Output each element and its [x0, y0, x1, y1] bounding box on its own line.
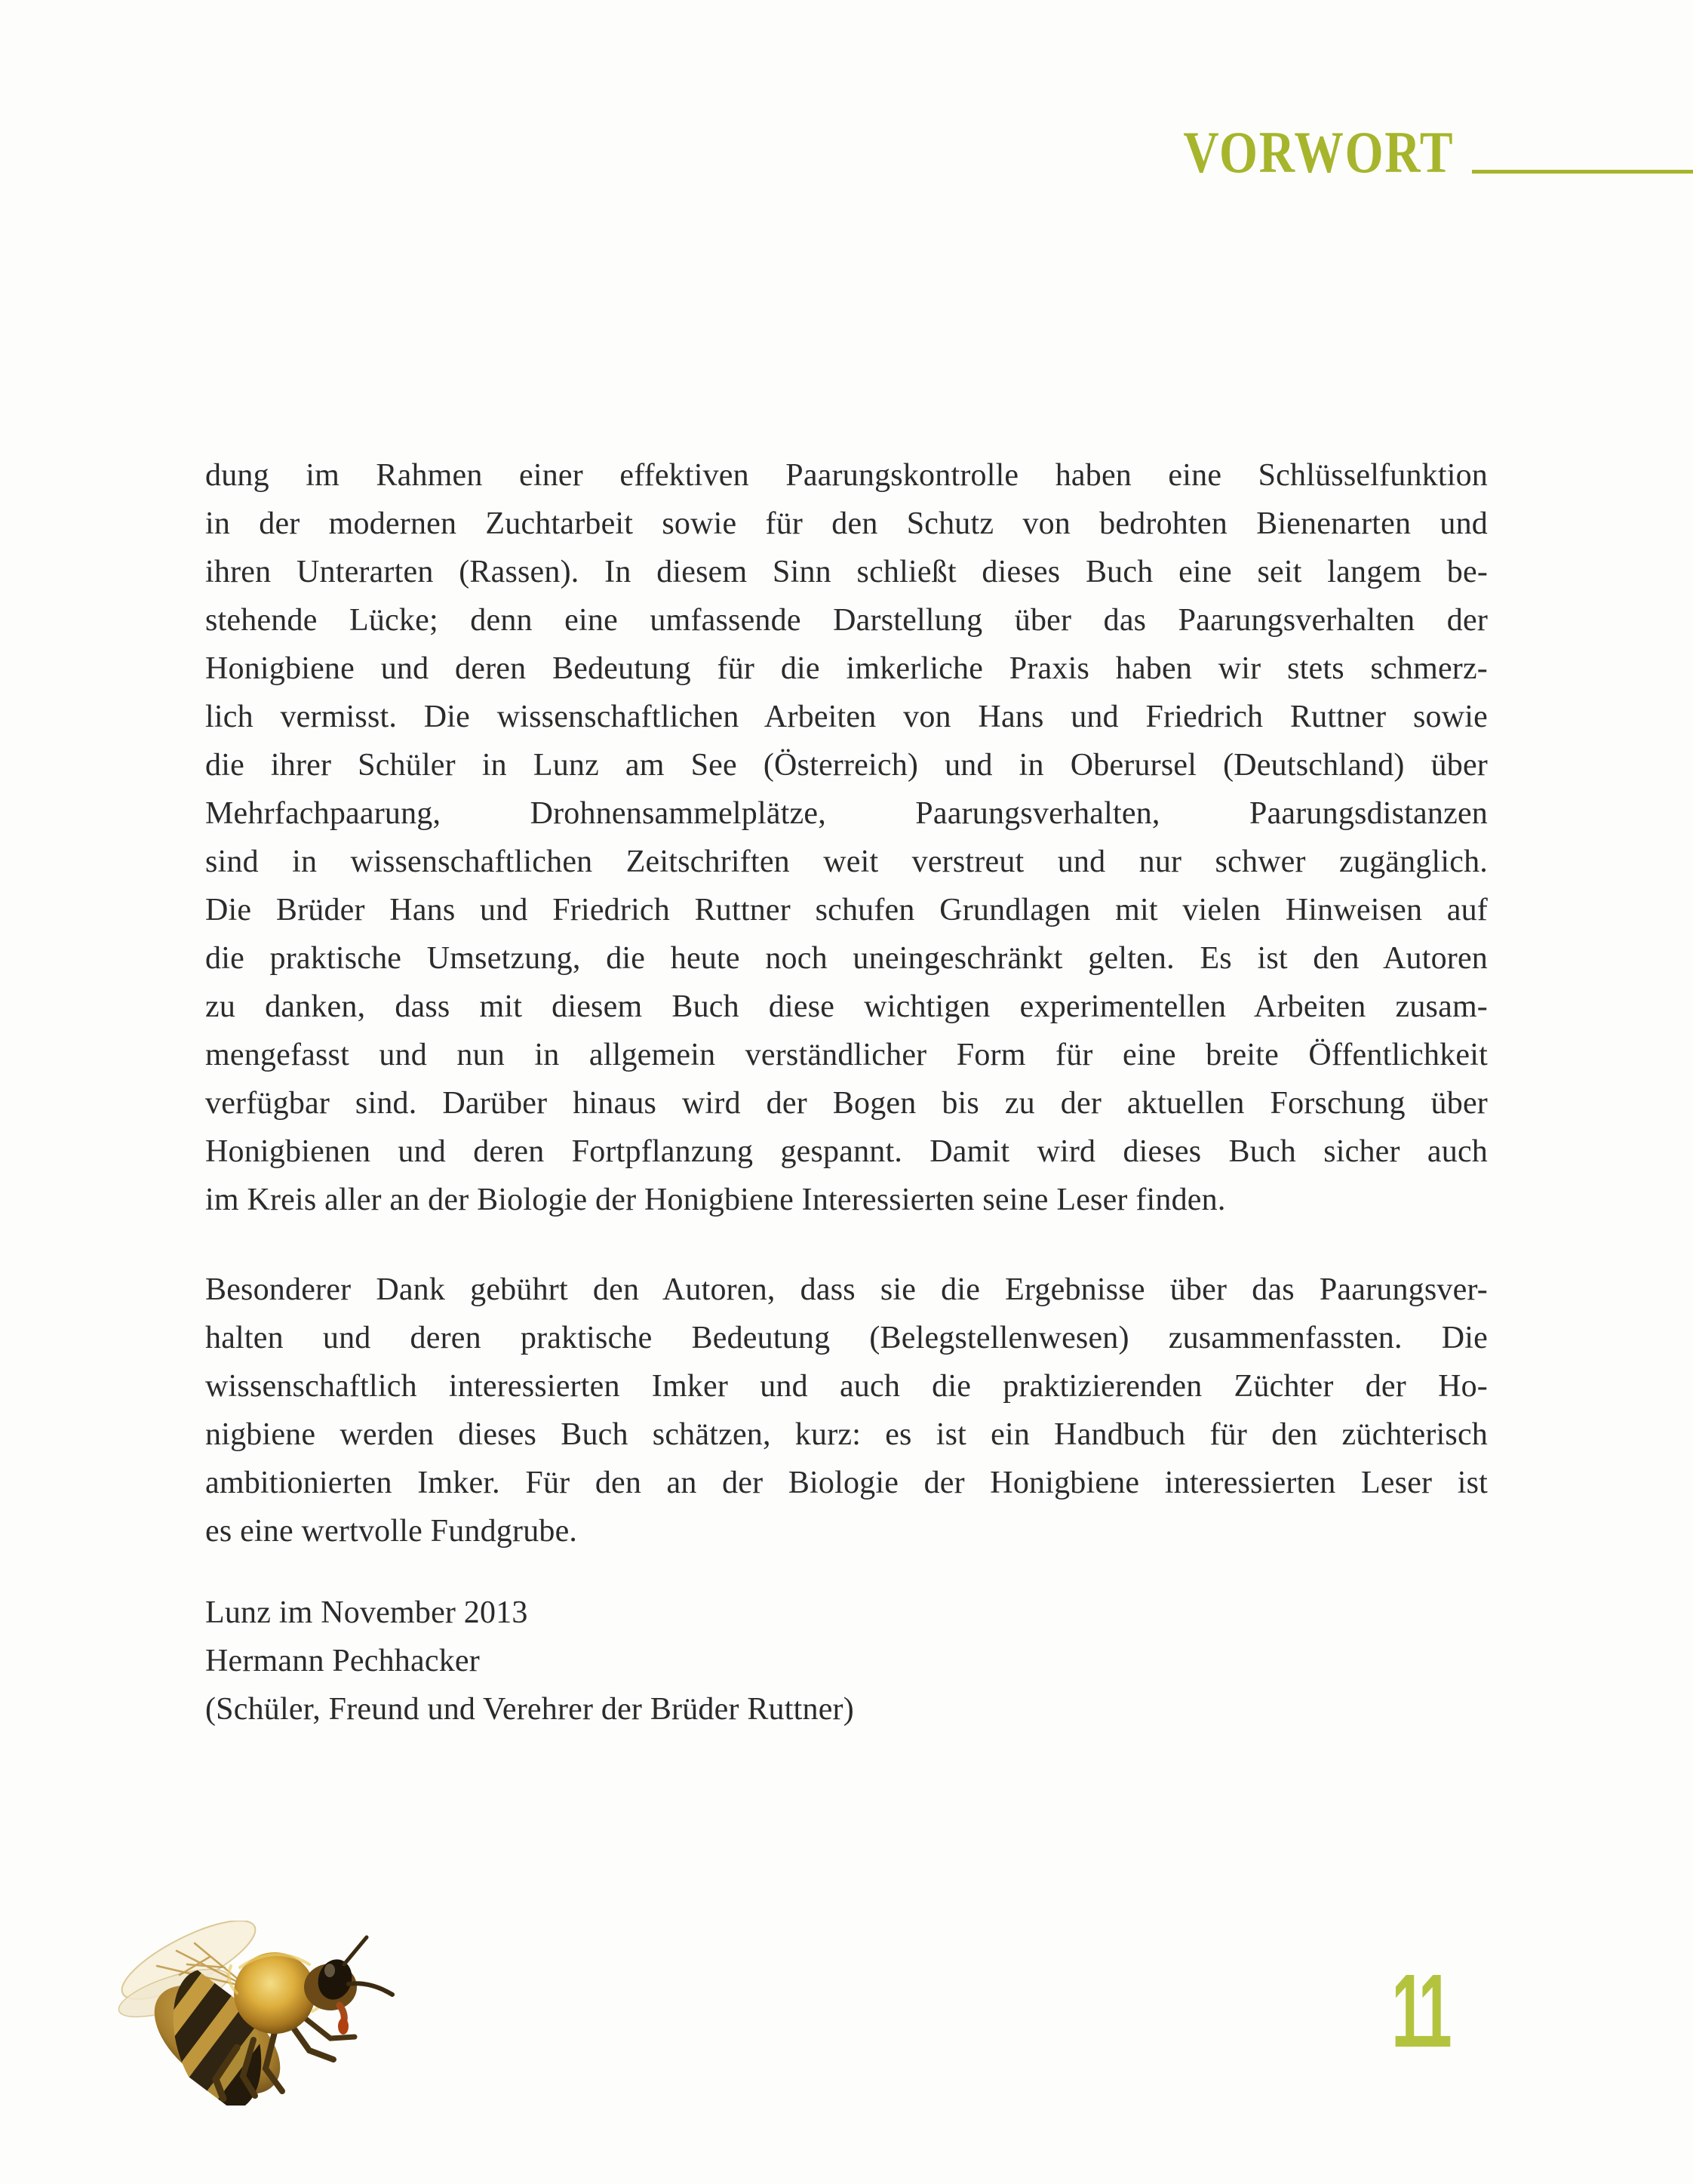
page-number: 11: [1391, 1953, 1449, 2069]
text-line: sind in wissenschaftlichen Zeitschriften weit verstreut und nur schwer zugänglich.: [205, 844, 1488, 879]
paragraph-1: [205, 451, 1488, 1224]
text-line: Die Brüder Hans und Friedrich Ruttner schufen Grundlagen mit vielen Hinweisen auf: [205, 893, 1488, 927]
header-rule: [1472, 170, 1693, 174]
text-line: verfügbar sind. Darüber hinaus wird der Bogen bis zu der aktuellen Forschung über: [205, 1086, 1488, 1121]
text-line: Mehrfachpaarung, Drohnensammelplätze, Paarungsverhalten, Paarungsdistanzen: [205, 796, 1488, 831]
text-line: ihren Unterarten (Rassen). In diesem Sinn schließt dieses Buch eine seit langem be-: [205, 555, 1488, 589]
text-line: die ihrer Schüler in Lunz am See (Österreich) und in Oberursel (Deutschland) über: [205, 748, 1488, 783]
text-line: Lunz im November 2013: [205, 1595, 528, 1630]
text-line: im Kreis aller an der Biologie der Honigbiene Interessierten seine Leser finden.: [205, 1183, 1226, 1217]
text-line: ambitionierten Imker. Für den an der Biologie der Honigbiene interessierten Leser ist: [205, 1466, 1488, 1500]
text-line: halten und deren praktische Bedeutung (Belegstellenwesen) zusammenfassten. Die: [205, 1321, 1488, 1355]
text-line: Honigbienen und deren Fortpflanzung gespannt. Damit wird dieses Buch sicher auch: [205, 1134, 1488, 1169]
text-line: es eine wertvolle Fundgrube.: [205, 1514, 578, 1549]
text-line: Besonderer Dank gebührt den Autoren, dass sie die Ergebnisse über das Paarungsver-: [205, 1272, 1488, 1307]
text-line: die praktische Umsetzung, die heute noch uneingeschränkt gelten. Es ist den Autoren: [205, 941, 1488, 976]
text-line: zu danken, dass mit diesem Buch diese wichtigen experimentellen Arbeiten zusam-: [205, 989, 1488, 1024]
text-line: (Schüler, Freund und Verehrer der Brüder Ruttner): [205, 1692, 854, 1727]
text-line: mengefasst und nun in allgemein verständlicher Form für eine breite Öffentlichkeit: [205, 1038, 1488, 1072]
bee-image: [104, 1921, 400, 2106]
chapter-title: VORWORT: [1183, 119, 1454, 185]
bee-head: [304, 1937, 392, 2035]
text-line: nigbiene werden dieses Buch schätzen, kurz: es ist ein Handbuch für den züchterisch: [205, 1417, 1488, 1452]
text-line: Honigbiene und deren Bedeutung für die imkerliche Praxis haben wir stets schmerz-: [205, 651, 1488, 686]
text-line: stehende Lücke; denn eine umfassende Darstellung über das Paarungsverhalten der: [205, 603, 1488, 638]
text-line: lich vermisst. Die wissenschaftlichen Arbeiten von Hans und Friedrich Ruttner sowie: [205, 700, 1488, 734]
text-line: in der modernen Zuchtarbeit sowie für den Schutz von bedrohten Bienenarten und: [205, 506, 1488, 541]
text-line: Hermann Pechhacker: [205, 1644, 480, 1678]
text-line: wissenschaftlich interessierten Imker und auch die praktizierenden Züchter der Ho-: [205, 1369, 1488, 1404]
foreword-text: [205, 451, 1488, 1733]
signature-block: [205, 1589, 1488, 1733]
paragraph-2: [205, 1266, 1488, 1555]
text-line: dung im Rahmen einer effektiven Paarungskontrolle haben eine Schlüsselfunktion: [205, 458, 1488, 493]
